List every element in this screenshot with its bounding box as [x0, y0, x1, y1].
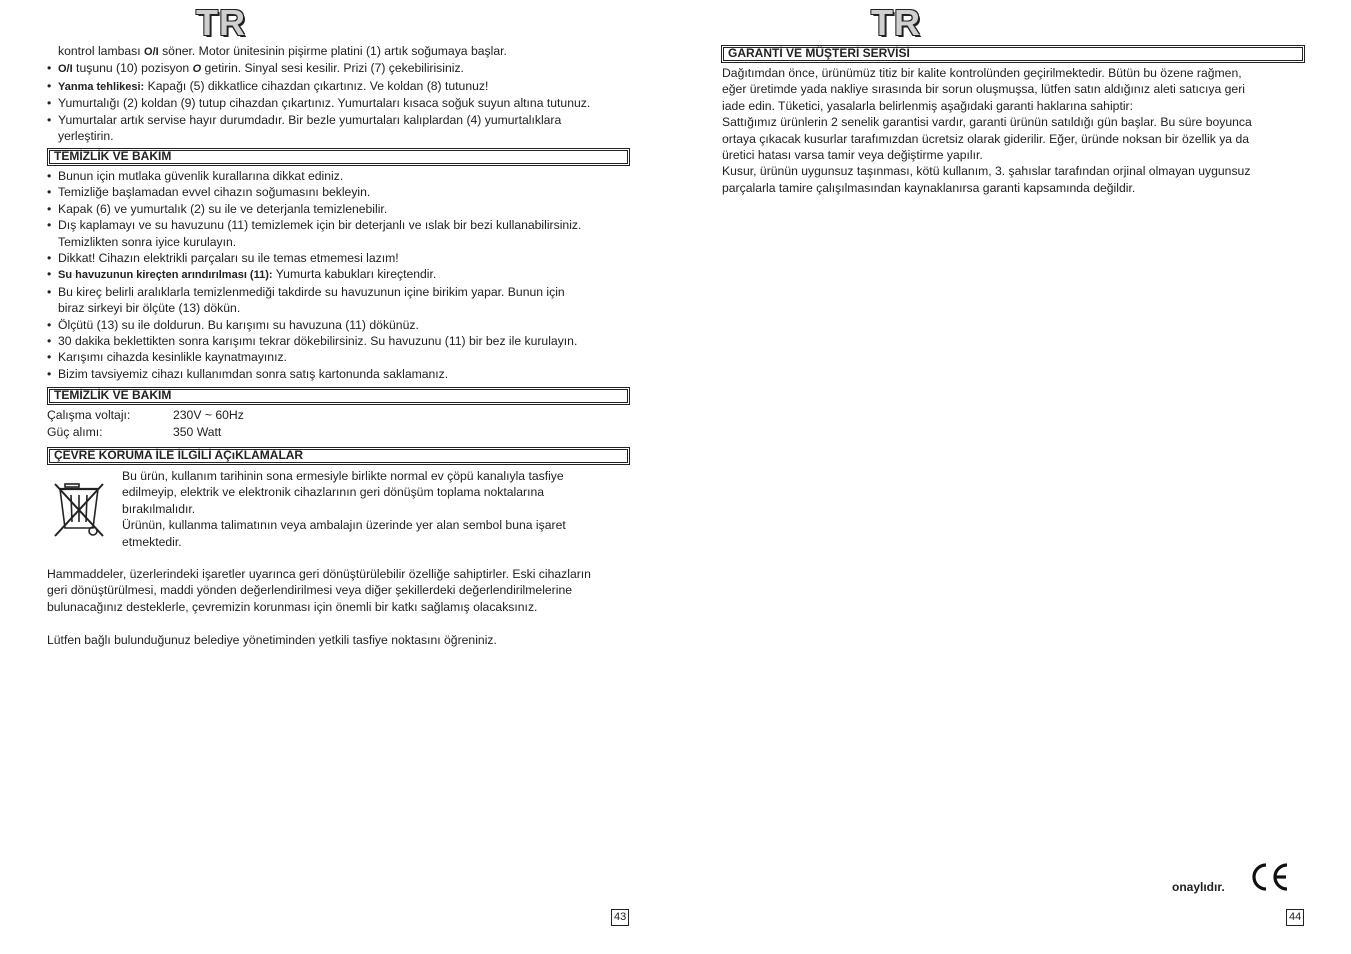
language-logo: TR — [871, 2, 921, 43]
bullet-item: • O/I tuşunu (10) pozisyon O getirin. Sinyal sesi kesilir. Prizi (7) çekebilirisiniz. — [47, 61, 464, 76]
bullet-item: • Bu kireç belirli aralıklarla temizlenmediği takdirde su havuzunun içine birikim yapar. Bunun için biraz sirkeyi bir ölçüte (13) dökün. — [47, 284, 565, 316]
bullet-item: • Su havuzunun kireçten arındırılması (11): Yumurta kabukları kireçtendir. — [47, 267, 437, 282]
bullet-item: • Yumurtalığı (2) koldan (9) tutup cihazdan çıkartınız. Yumurtaları kısaca soğuk suyun altına tutunuz. — [47, 96, 591, 111]
environment-text: Bu ürün, kullanım tarihinin sona ermesiyle birlikte normal ev çöpü kanalıyla tasfiye edilmeyip, elektrik ve elektronik cihazlarının geri dönüşüm toplama noktalarına bırakılmalıdır. Ürünün, kullanma talimatının veya ambalajın üzerinde yer alan sembol buna işaret etmektedir. — [122, 469, 566, 549]
spec-row: Güç alımı: 350 Watt — [47, 425, 222, 439]
bullet-item: • Karışımı cihazda kesinlikle kaynatmayınız. — [47, 350, 287, 365]
bullet-item: • 30 dakika beklettikten sonra karışımı tekrar dökebilirsiniz. Su havuzunu (11) bir bez ile kurulayın. — [47, 334, 578, 349]
intro-block — [47, 43, 630, 144]
approval-text: onaylıdır. — [1172, 880, 1225, 894]
warranty-text: Dağıtımdan önce, ürünümüz titiz bir kalite kontrolünden geçirilmektedir. Bütün bu özene rağmen, eğer üretimde yada nakliye sırasında bir sorun oluşmuşsa, lütfen satın aldığınız aleti satıcıya geri iade edin. Tüketici, yasalarla belirlenmiş aşağıdaki garanti haklarına sahiptir: Sattığımız ürünlerin 2 senelik garantisi vardır, garanti ürünün satıldığı gün başlar. Bu süre boyunca ortaya çıkacak kusurlar tarafımızdan ücretsiz olarak giderilir. Eğer, üründe noksan bir özellik ya da üretici hatası varsa tamir veya değiştirme yapılır. Kusur, ürünün uygunsuz taşınması, kötü kullanım, 3. şahıslar tarafından orjinal olmayan uygunsuz parçalarla tamire çalışılmasından kaynaklanırsa garanti kapsamında değildir. — [722, 66, 1252, 195]
recycling-paragraph: Hammaddeler, üzerlerindeki işaretler uyarınca geri dönüştürülebilir özelliğe sahiptirler. Eski cihazların geri dönüştürülmesi, maddi yönden değerlendirilmesi veya diğer şekillerdeki değerlendirilmelerine bulunacağınız desteklerle, çevremizin korunması için önemli bir katkı sağlamış olacaksınız. — [47, 567, 591, 614]
section-header-warranty: GARANTİ VE MÜŞTERİ SERVİSİ — [721, 45, 1305, 63]
intro-line: kontrol lambası O/I söner. Motor ünitesinin pişirme platini (1) artık soğumaya başlar. — [58, 44, 507, 58]
bullet-item: • Temizliğe başlamadan evvel cihazın soğumasını bekleyin. — [47, 185, 371, 200]
section-header-environment: ÇEVRE KORUMA İLE İLGİLİ AÇıKLAMALAR — [47, 447, 630, 465]
bullet-item: • Ölçütü (13) su ile doldurun. Bu karışımı su havuzuna (11) dökünüz. — [47, 317, 419, 332]
crossed-out-wheelie-bin-icon — [53, 480, 105, 538]
bullet-item: • Yumurtalar artık servise hayır durumdadır. Bir bezle yumurtaları kalıplardan (4) yumurtalıklara yerleştirin. — [47, 112, 562, 144]
page-number: 44 — [1286, 909, 1304, 926]
specs-table — [47, 407, 630, 441]
section-header-specs: TEMİZLİK VE BAKIM — [47, 387, 630, 405]
bullet-item: • Dikkat! Cihazın elektrikli parçaları su ile temas etmemesi lazım! — [47, 251, 399, 266]
cleaning-list — [47, 168, 630, 382]
ce-mark-icon — [1249, 862, 1291, 892]
section-header-cleaning: TEMİZLİK VE BAKIM — [47, 148, 630, 166]
right-page — [721, 0, 1305, 954]
left-page — [47, 0, 630, 954]
bullet-item: • Kapak (6) ve yumurtalık (2) su ile ve deterjanla temizlenebilir. — [47, 201, 388, 216]
language-logo: TR — [196, 2, 246, 43]
page-number: 43 — [611, 909, 629, 926]
bullet-item: • Yanma tehlikesi: Kapağı (5) dikkatlice cihazdan çıkartınız. Ve koldan (8) tutunuz! — [47, 78, 489, 93]
bullet-item: • Bunun için mutlaka güvenlik kurallarına dikkat ediniz. — [47, 169, 344, 183]
bullet-item: • Dış kaplamayı ve su havuzunu (11) temizlemek için bir deterjanlı ve ıslak bir bezi kullanabilirsiniz. Temizlikten sonra iyice kurulayın. — [47, 218, 582, 249]
disposal-note: Lütfen bağlı bulunduğunuz belediye yönetiminden yetkili tasfiye noktasını öğreniniz. — [47, 633, 497, 647]
bullet-item: • Bizim tavsiyemiz cihazı kullanımdan sonra satış kartonunda saklamanız. — [47, 366, 449, 381]
spec-row: Çalışma voltajı: 230V ~ 60Hz — [47, 408, 244, 422]
